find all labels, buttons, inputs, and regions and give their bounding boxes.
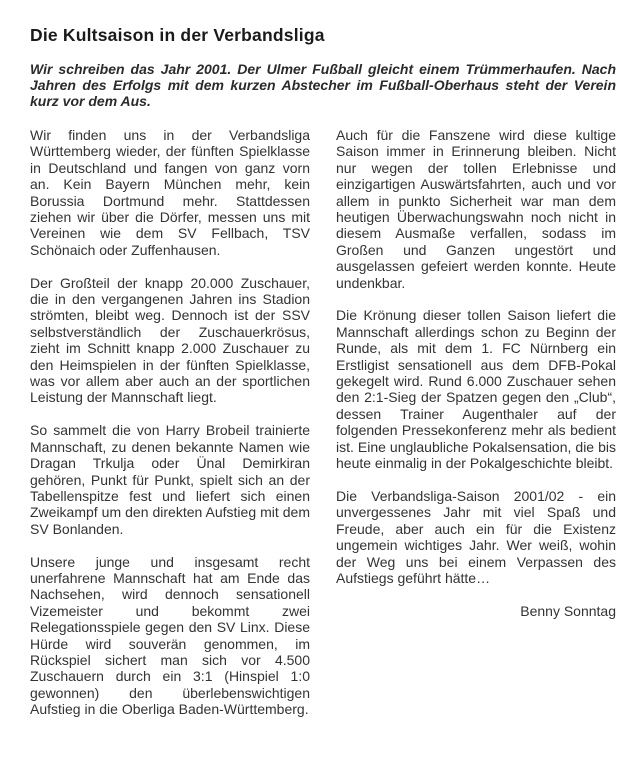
paragraph-right-2: Die Krönung dieser tollen Saison liefert die Mannschaft allerdings schon zu Beginn der Runde, als mit dem 1. FC Nürnberg ein Erstligist sensationell aus dem DFB-Pokal gekegelt wird. Rund 6.000 Zuschauer sehen den 2:1-Sieg der Spatzen gegen den „Club“, dessen Trainer Augenthaler auf der folgenden Pressekonferenz mehr als bedient ist. Eine unglaubliche Pokalsensation, die bis heute einmalig in der Pokalgeschichte bleibt. [336,307,616,472]
left-column [30,127,310,734]
paragraph-left-4: Unsere junge und insgesamt recht unerfahrene Mannschaft hat am Ende das Nachsehen, wird dennoch sensationell Vizemeister und bekommt zwei Relegationsspiele gegen den SV Linx. Diese Hürde wird souverän genommen, im Rückspiel sichert man sich vor 4.500 Zuschauern durch ein 3:1 (Hinspiel 1:0 gewonnen) den überlebenswichtigen Aufstieg in die Oberliga Baden-Württemberg. [30,553,310,718]
two-column-layout [30,127,616,734]
paragraph-right-1: Auch für die Fanszene wird diese kultige Saison immer in Erinnerung bleiben. Nicht nur wegen der tollen Erlebnisse und einzigartigen Auswärtsfahrten, auch und vor allem in punkto Sicherheit war man dem heutigen Überwachungswahn noch nicht in diesem Ausmaße verfallen, sodass im Großen und Ganzen ungestört und ausgelassen gefeiert werden konnte. Heute undenkbar. [336,127,616,291]
author-signature: Benny Sonntag [520,602,616,619]
paragraph-left-3: So sammelt die von Harry Brobeil trainierte Mannschaft, zu denen bekannte Namen wie Dragan Trkulja oder Ünal Demirkiran gehören, Punkt für Punkt, spielt sich an der Tabellenspitze fest und liefert sich einen Zweikampf um den direkten Aufstieg mit dem SV Bonlanden. [30,422,310,537]
right-column [336,127,616,734]
paragraph-left-2: Der Großteil der knapp 20.000 Zuschauer, die in den vergangenen Jahren ins Stadion strömten, bleibt weg. Dennoch ist der SSV selbstverständlich der Zuschauerkrösus, zieht im Schnitt knapp 2.000 Zuschauer zu den Heimspielen in der fünften Spielklasse, was vor allem aber auch an der sportlichen Leistung der Mannschaft liegt. [30,274,310,406]
paragraph-left-1: Wir finden uns in der Verbandsliga Württemberg wieder, der fünften Spielklasse in Deutschland und fangen von ganz vorn an. Kein Bayern München mehr, kein Borussia Dortmund mehr. Stattdessen ziehen wir über die Dörfer, messen uns mit Vereinen wie dem SV Fellbach, TSV Schönaich oder Zuffenhausen. [30,127,310,258]
page-title: Die Kultsaison in der Verbandsliga [30,25,325,45]
article-intro: Wir schreiben das Jahr 2001. Der Ulmer Fußball gleicht einem Trümmerhaufen. Nach Jahren des Erfolgs mit dem kurzen Abstecher im Fußball-Oberhaus steht der Verein kurz vor dem Aus. [30,61,616,109]
paragraph-right-3: Die Verbandsliga-Saison 2001/02 - ein unvergessenes Jahr mit viel Spaß und Freude, aber auch ein für die Existenz ungemein wichtiges Jahr. Wer weiß, wohin der Weg uns bei einem Verpassen des Aufstiegs geführt hätte… [336,487,616,586]
